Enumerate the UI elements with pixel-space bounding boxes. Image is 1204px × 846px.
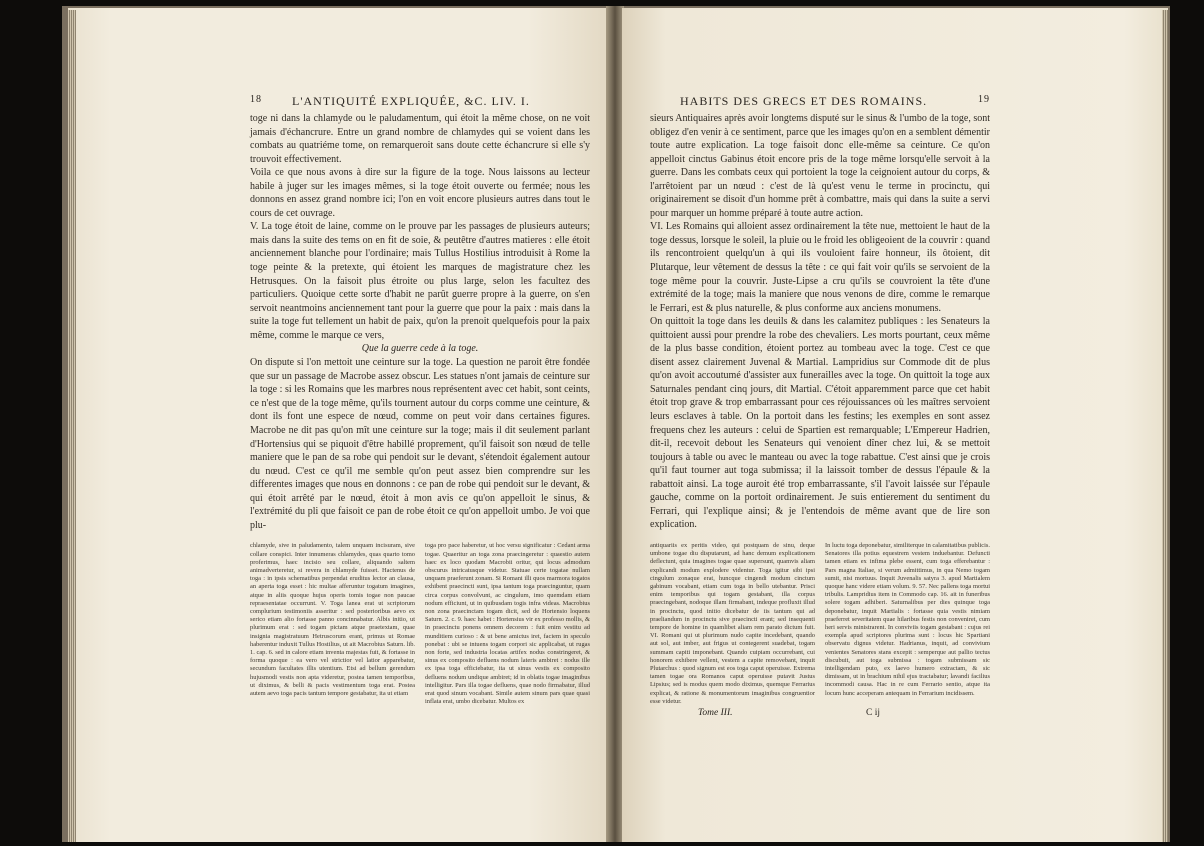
right-notes-col-2: In luctu toga deponebatur, similiterque in calamitatibus publicis. Senatores illa potius equestrem vestem induebantur. Defuncti tamen etiam ex infima plebe essent, cum toga efferebantur : Pars magna Italiae, si verum admittimus, in qua Nemo togam sumit, nisi mortuus. Inquit Juvenalis satyra 3. apud Martialem quoque hanc videre etiam volum. 9. 57. Nec pallens toga mortui tribulis. Lampridius item in Commodo cap. 16. ait in funeribus solere togam adhiberi. Saturnalibus per dies quinque toga deponebatur, inquit Martialis : fortasse quia vestis nimiam praeferret severitatem quae hilaribus festis non conveniret, cum heri servis ministrarent. In conviviis togam gestabant : cujus rei exempla apud scriptores plurima sunt : locus hic Spartiani observatu dignus videtur. Hadrianus, inquit, ad convivium venientes Senatores stans excepit : semperque aut pallio tectus discubuit, aut toga submissa : togam submissam sic intelligendam puto, ex laevo humero extractam, & sic dimissam, ut in brachium nihil ejus tractabatur; lavandi facilius incommodi causa. Hac in re cum Ferrario sentio, atque ita locum hunc acceperam antequam in Ferrarium incidissem. xyxy=(825,541,990,697)
page-edges-left xyxy=(68,10,76,842)
left-notes-col-2: toga pro pace haberetur, ut hoc versu significatur : Cedant arma togae. Quaeritur an toga zona praecingeretur : quaestio autem haec ex loco quodam Macrobii oritur, qui locus admodum obscurus intricatusque videtur. Statuae certe togatae nullam unquam praeferunt zonam. Si Romani illi quos marmora togatos exhibent praecincti sunt, ipsa tantum toga praecinguntur, quam circa corpus convolvunt, ac cingulum, imo quemdam etiam nodum efficiunt, ut in quibusdam togis infra videas. Macrobius non zona praecinctam togam dicit, sed de Hortensio loquens Saturn. 2. c. 9. haec habet : Hortensius vir ex professo mollis, & in praecinctu ponens omnem decorem : fuit enim vestitu ad munditiem curioso : & ut bene amictus iret, faciem in speculo ponebat : ubi se intuens togam corpori sic applicabat, ut rugas non forte, sed industria locatas artifex nodus constringeret, & sinus ex composito defluens nodum lateris ambiret : nodus ille ex ipsa toga efficiebatur, ita ut sinus vestis ex composito defluens nodum undique ambiret; id in oblatis togae imaginibus intelligitur. Pars illa togae defluens, quae nodo firmabatur, illud erat quod sinum vocabant. Simile autem sinum pars quae quasi inflata erat, umbo dicebatur. Multos ex xyxy=(425,542,590,706)
right-notes-col-1: antiquariis ex peritis video, qui postquam de sinu, deque umbone togae diu disputarunt, ad hanc demum explicationem deflectunt, quia imagines togae quae supersunt, quamvis aliam explicandi modum explodere videntur. Toga igitur sibi ipsi cingulum zonaque erat, huncque cingendi modum cinctum gabinum vocabant, etiam cum toga in bello utebantur. Prisci enim temporibus qui togam gestabant, illa corpus praecingebant, nodoque illam firmabant, indeque profluxit illud in procinctu, quod initio dicebatur de iis tantum qui ad praeliandum in procinctu sive praecincti erant; sed insequenti tempore de homine in quamlibet aliam rem parato dictum fuit. VI. Romani qui ut plurimum nudo capite incedebant, quando aut sol, aut imber, aut frigus ut contegerent suadebat, togam summam capiti imponebant. Quando cuipiam occurrebant, cui honorem exhibere vellent, vestem a capite removebant, inquit Plutarchus : quod signum est eos toga caput operuisse. Extrema tamen togae ora Romanos caput operuisse putavit Justus Lipsius; sed is modus quem modo diximus, quemque Ferrarius explicat, & ratione & monumentorum imaginibus congruentior esse videtur. xyxy=(650,541,815,705)
right-paragraph-1: sieurs Antiquaires après avoir longtems disputé sur le sinus & l'umbo de la toge, sont obligez d'en venir à ce sentiment, parce que les images qu'on en a semblent démentir toute autre explication. La toge faisoit donc elle-même sa ceinture. Ce qu'on appelloit cinctus Gabinus étoit encore pris de la toge même lorsqu'elle servoit à la guerre. Dans les combats ceux qui portoient la toge la ceignoient autour du corps, & l'arrêtoient par un nœud : c'est de là qu'est venu le terme in procinctu, qui originairement se disoit d'un homme prêt à combattre, mais qui dans la suite a servi pour marquer un homme préparé à toute autre action. xyxy=(650,113,990,219)
page-edges-right xyxy=(1162,10,1168,842)
right-page-number: 19 xyxy=(978,94,990,105)
right-running-title: HABITS DES GRECS ET DES ROMAINS. xyxy=(680,94,928,108)
book-spread xyxy=(62,6,1170,842)
left-paragraph-4: On dispute si l'on mettoit une ceinture sur la toge. La question ne paroit être fondée que sur un passage de Macrobe assez obscur. Les statues n'ont jamais de ceinture sur la toge : si les Romains que les marbres nous représentent avec cet habit, sont ceints, ce n'est que de la toge même, qu'ils tournent autour du corps comme une ceinture, & dont ils font une espece de nœud, comme on peut voir dans certaines figures. Macrobe ne dit pas qu'on mît une ceinture sur la toge; mais il dit seulement parlant d'Hortensius qui se piquoit d'être habillé proprement, qu'il faisoit son nœud de telle maniere que le pan de sa robe qui pendoit sur le devant, s'étendoit également autour du nœud. C'est ce qu'il me semble qu'on peut assez bien comprendre sur les differentes images que nous en donnons : ce pan de robe qui pendoit sur le devant, & qui étoit arrêté par le nœud, étoit à mon avis ce qu'on appelloit le sinus, & l'extrémité du pli que faisoit ce pan de robe étoit ce qu'on appelloit umbo. Je voi que plu- xyxy=(250,357,591,531)
right-latin-notes xyxy=(650,542,990,706)
right-paragraph-3: On quittoit la toge dans les deuils & dans les calamitez publiques : les Senateurs la quittoient aussi pour prendre la robe des chevaliers. Les morts pourtant, ceux même de la plus basse condition, étoient portez au tombeau avec la toge. C'est ce que disent assez clairement Juvenal & Martial. Lampridius sur Commode dit de plus qu'on avoit accoutumé d'assister aux funerailles avec la toge. On quittoit la toge aux Saturnales pendant cinq jours, dit Martial. C'étoit apparemment parce que cet habit étoit trop grave & trop embarrassant pour ces réjouissances où les maîtres servoient leurs esclaves à table. On la portoit dans les festins; les exemples en sont assez frequens chez les auteurs : celui de Spartien est remarquable; L'Empereur Hadrien, dit-il, recevoit debout les Senateurs qui venoient dîner chez lui, & se mettoit toujours à table ou avec le manteau ou avec la toge rabattue. C'est ainsi que je crois qu'il faut tourner aut toga submissa; il la laissoit tomber de dessus l'épaule & la rabattoit ainsi. La toge auroit été trop embarrassante, s'il l'avoit laissée sur l'épaule gauche, comme on la portoit ordinairement. Je suis entierement du sentiment du Ferrari, qui l'explique ainsi; & je l'entendois de même avant que de lire son explication. xyxy=(650,316,990,531)
right-page-footer xyxy=(650,708,990,720)
right-paragraph-2: VI. Les Romains qui alloient assez ordinairement la tête nue, mettoient le haut de la toge dessus, lorsque le soleil, la pluie ou le froid les obligeoient de la couvrir : quand ils rencontroient quelqu'un à qui ils vouloient faire honneur, ils ôtoient, dit Plutarque, leur vêtement de dessus la tête : ce qui fait voir qu'ils se servoient de la toge même pour la couvrir. Juste-Lipse a cru qu'ils se couvroient la tête d'une extrémité de la toge; mais la maniere que nous venons de dire, comme le remarque le Ferrari, est & plus naturelle, & plus conforme aux anciens monumens. xyxy=(650,221,990,314)
left-running-header xyxy=(250,94,590,110)
right-page-content xyxy=(650,94,990,720)
left-paragraph-1: toge ni dans la chlamyde ou le paludamentum, qui étoit la même chose, on ne voit jamais d'échancrure. Entre un grand nombre de chlamydes qui se voient dans les combats au quatriéme tome, on remarqueroit sans doute cette échancrure si elle s'y trouvoit effectivement. xyxy=(250,113,590,165)
right-running-header xyxy=(650,94,990,110)
right-page xyxy=(622,8,1168,842)
left-notes-col-1: chlamyde, sive in paludamento, talem unquam incisuram, sive collare conspici. Inter innumeras chlamydes, quas quarto tomo proferimus, haec incisio seu collare, aliquando saltem animadverteretur, si revera in chlamyde fuisset. Hactenus de toga : in ipsis schematibus perpendat eruditus lector an clausa, an aperta toga esset : hic multae afferuntur togatum imagines, atque in aliis quoque hujus operis tomis togae non paucae repraesentatae occurrunt. V. Toga lanea erat ut scriptorum complurium testimoniis asseritur : sed posterioribus aevo ex serico etiam alio fortasse panno concinnabatur. Albis initio, ut plurimum erat : sed togam pictam atque praetextam, quae insignia magistratuum Hetruscorum erant, primus ut Romae haberentur induxit Tullus Hostilius, ut ait Macrobius Saturn. lib. 1. cap. 6. sed in calore etiam inventa majestas fuit, & fortasse in forma quoque : ea vero vel strictior vel latior apparebatur, secundum facultates illis utentium. Etsi ad bellum gerendum hujusmodi vestis non apta videretur, postea tamen temporibus, ut diximus, & belli & pacis vestimentum toga erat. Postea autem aevo toga pacis tantum tempore gestabatur, ita ut etiam xyxy=(250,542,415,698)
tome-label: Tome III. xyxy=(698,708,733,719)
left-paragraph-2: Voila ce que nous avons à dire sur la figure de la toge. Nous laissons au lecteur habile à juger sur les images mêmes, si la toge étoit ouverte ou fermée; nous les donnons en assez grand nombre ici; l'on en voit encore plusieurs autres dans tout le cours de cet ouvrage. xyxy=(250,167,590,219)
left-page xyxy=(68,8,608,842)
left-latin-notes xyxy=(250,542,590,706)
left-page-content xyxy=(250,94,590,706)
left-subhead: Que la guerre cede à la toge. xyxy=(361,343,479,355)
left-paragraph-3: V. La toge étoit de laine, comme on le prouve par les passages de plusieurs auteurs; mais dans la suite des tems on en fit de soie, & peutêtre d'autres matieres : elle étoit anciennement blanche pour l'ordinaire; mais Tullus Hostilius introduisit à Rome la toge peinte & la pretexte, qui étoient les marques de magistrature chez les Hetrusques. On la faisoit plus étroite ou plus large, selon les facultez des particuliers. Quoique cette sorte d'habit ne parût guerre propre à la guerre, on s'en servoit neantmoins anciennement tant pour la guerre que pour la paix : mais dans la suite la toge fut tellement un habit de paix, qu'on la prenoit quelquefois pour la paix même, comme le marque ce vers, xyxy=(250,221,590,341)
left-page-number: 18 xyxy=(250,94,262,105)
left-running-title: L'ANTIQUITÉ EXPLIQUÉE, &C. LIV. I. xyxy=(292,94,530,108)
signature-mark: C ij xyxy=(866,708,880,719)
